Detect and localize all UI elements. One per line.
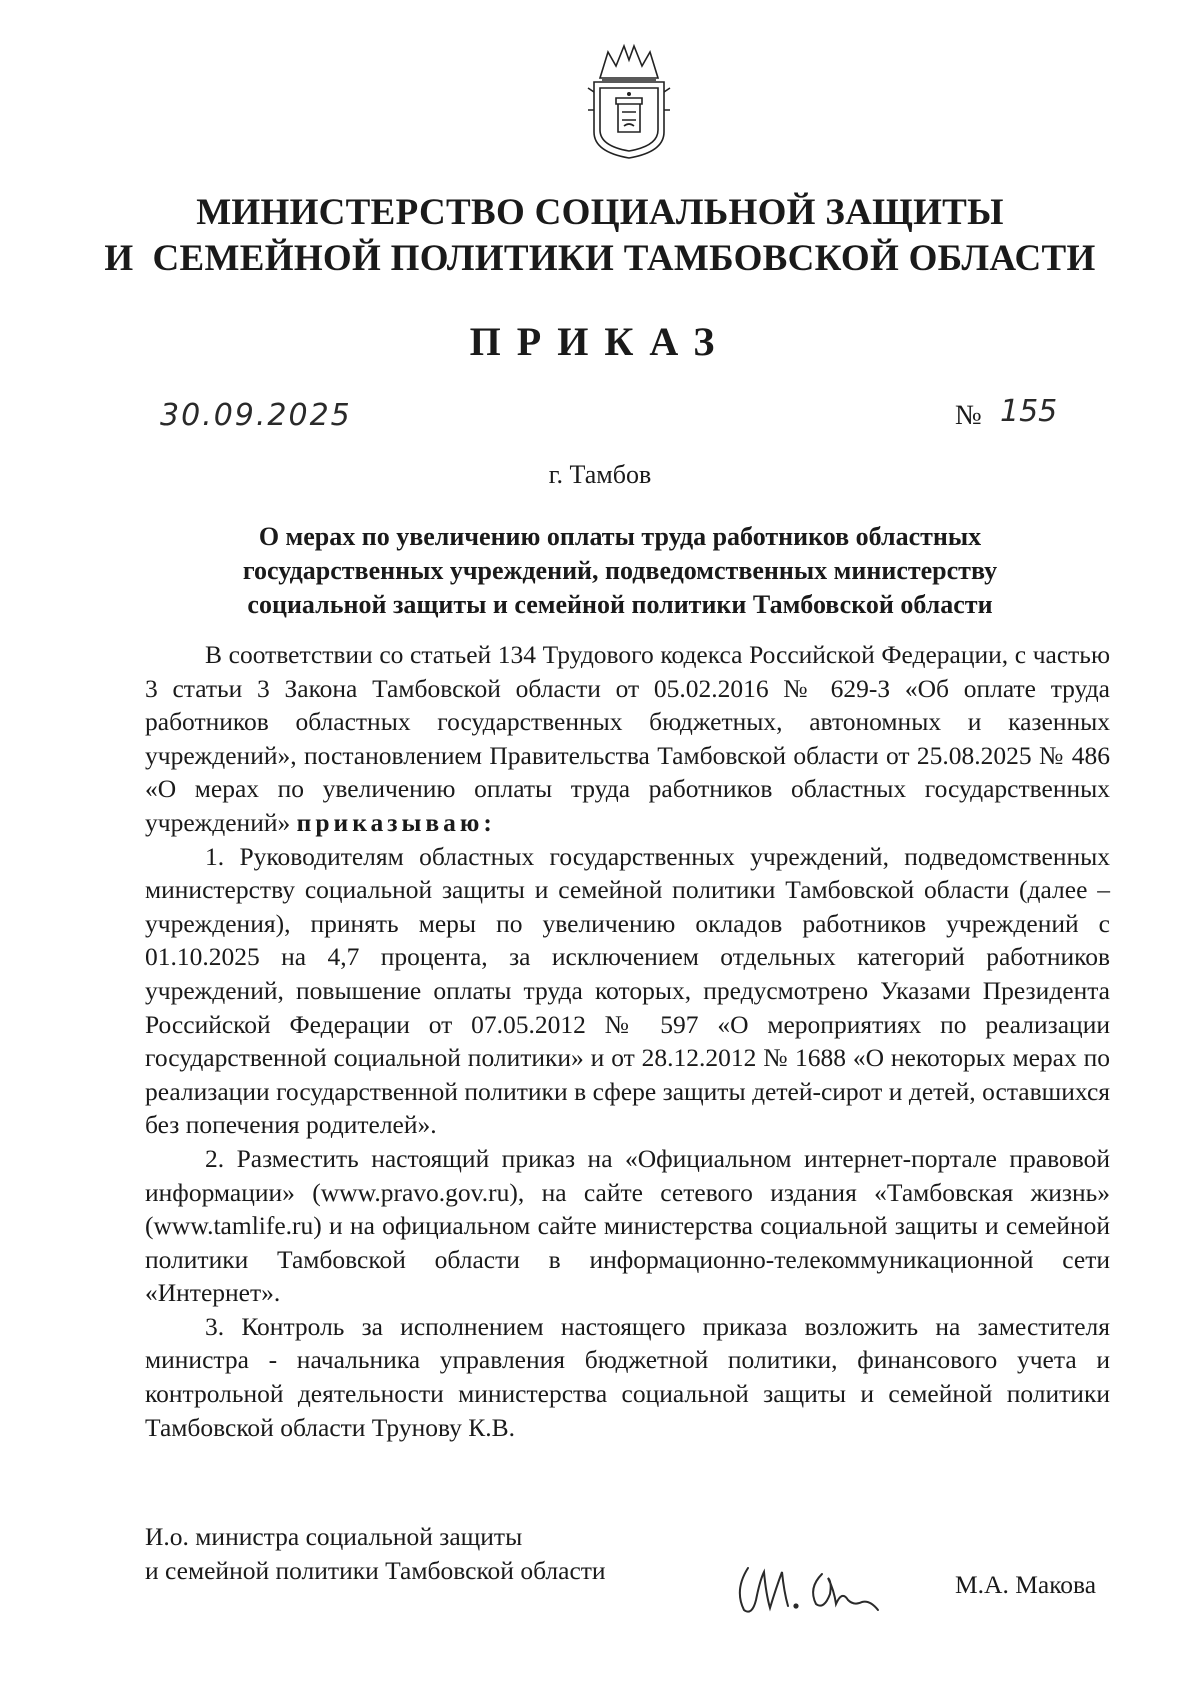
order-body — [145, 638, 1110, 1444]
ministry-line-1: МИНИСТЕРСТВО СОЦИАЛЬНОЙ ЗАЩИТЫ — [196, 192, 1004, 233]
document-type-title: ПРИКАЗ — [469, 319, 731, 364]
signer-name: М.А. Макова — [955, 1570, 1097, 1599]
order-date: 30.09.2025 — [160, 398, 352, 433]
preamble-paragraph — [145, 638, 1110, 840]
order-number-label: № — [955, 400, 982, 431]
order-item-3: 3. Контроль за исполнением настоящего приказа возложить на заместителя министра - начальника управления бюджетной политики, финансового учета и контрольной деятельности министерства социальной защиты и семейной политики Тамбовской области Трунову К.В. — [145, 1311, 1110, 1442]
ministry-name — [60, 190, 1140, 282]
subject-line-1: О мерах по увеличению оплаты труда работников областных — [258, 522, 982, 551]
subject-line-2: государственных учреждений, подведомственных министерству — [242, 556, 998, 585]
order-item-2: 2. Разместить настоящий приказ на «Официальном интернет-портале правовой информации» (www.pravo.gov.ru), на сайте сетевого издания «Тамбовская жизнь» (www.tamlife.ru) и на официальном сайте министерства социальной защиты и семейной политики Тамбовской области в информационно-телекоммуникационной сети «Интернет». — [145, 1143, 1110, 1308]
ministry-line-2: И СЕМЕЙНОЙ ПОЛИТИКИ ТАМБОВСКОЙ ОБЛАСТИ — [104, 238, 1096, 279]
order-directive-word: приказываю: — [296, 807, 496, 837]
preamble-text: В соответствии со статьей 134 Трудового кодекса Российской Федерации, с частью 3 статьи 3 Закона Тамбовской области от 05.02.2016 № 629-З «Об оплате труда работников областных государственных бюджетных, автономных и казенных учреждений», постановлением Правительства Тамбовской области от 25.08.2025 № 486 «О мерах по увеличению оплаты труда работников областных государственных учреждений» — [145, 640, 1110, 837]
signer-position-line-2: и семейной политики Тамбовской области — [145, 1556, 606, 1585]
order-subject — [170, 520, 1070, 622]
order-number: 155 — [1000, 394, 1058, 429]
signer-position — [145, 1520, 606, 1588]
subject-line-3: социальной защиты и семейной политики Тамбовской области — [247, 590, 993, 619]
city: г. Тамбов — [548, 460, 652, 489]
order-item-1: 1. Руководителям областных государственных учреждений, подведомственных министерству социальной защиты и семейной политики Тамбовской области (далее – учреждения), принять меры по увеличению окладов работников учреждений с 01.10.2025 на 4,7 процента, за исключением отдельных категорий работников учреждений, повышение оплаты труда которых, предусмотрено Указами Президента Российской Федерации от 07.05.2012 № 597 «О мероприятиях по реализации государственной социальной политики» и от 28.12.2012 № 1688 «О некоторых мерах по реализации государственной политики в сфере защиты детей-сирот и детей, оставшихся без попечения родителей». — [145, 841, 1110, 1140]
handwritten-signature-icon — [730, 1560, 890, 1620]
signer-position-line-1: И.о. министра социальной защиты — [145, 1522, 523, 1551]
tambov-coat-of-arms-icon — [580, 40, 678, 160]
